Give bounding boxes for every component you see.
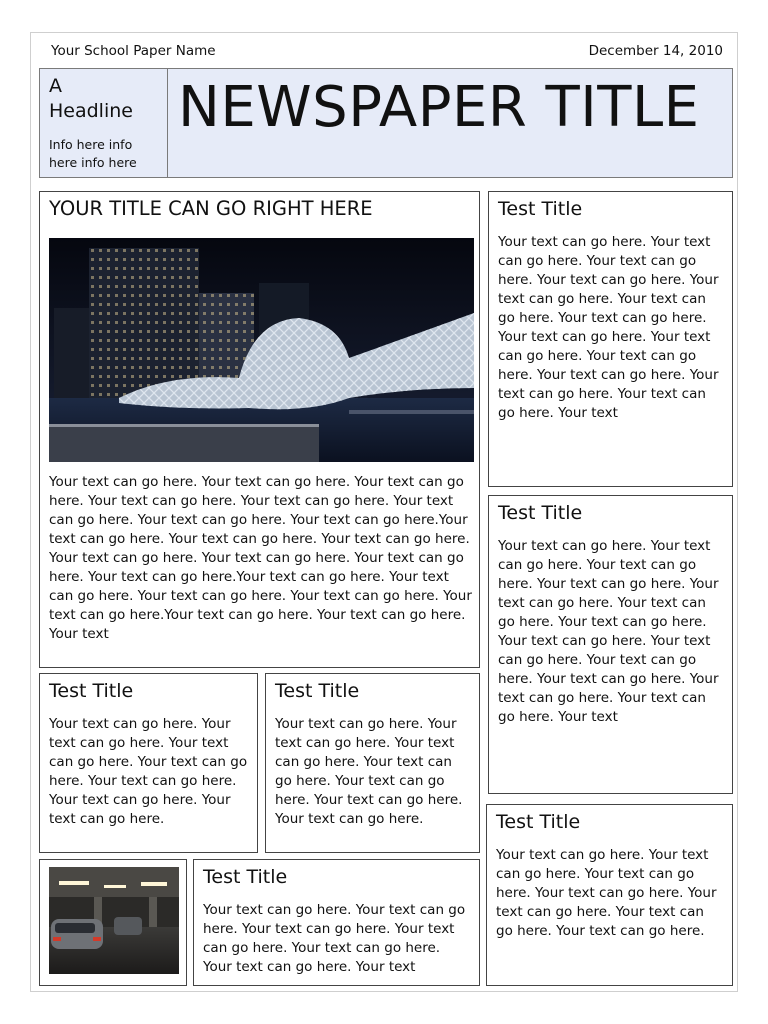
right-article-3 [486,804,733,986]
right-article-2 [488,495,733,794]
bottom-article-title: Test Title [203,866,288,888]
right-article-1 [488,191,733,487]
middle-article-2-text: Your text can go here. Your text can go here. Your text can go here. Your text can go here. Your text can go here. Your text can go here. Your text can go here. [275,716,463,827]
right-article-3-title: Test Title [496,811,581,833]
headline-line-1: A [49,75,62,97]
bridge-photo [49,238,474,462]
right-article-1-text: Your text can go here. Your text can go here. Your text can go here. Your text can go here. Your text can go here. Your text can go here. Your text can go here. Your text can go here. Your text can go here. Your text can go here. Your text can go here. Your text can go here. Your text can go here. Your text [498,234,719,421]
main-article [39,191,480,668]
bridge-photo-graphic [49,238,474,462]
right-article-2-text: Your text can go here. Your text can go here. Your text can go here. Your text can go here. Your text can go here. Your text can go here. Your text can go here. Your text can go here. Your text can go here. Your text can go here. Your text can go here. Your text can go here. Your text can go here. Your text [498,538,719,725]
headline-line-2: Headline [49,100,133,122]
issue-date: December 14, 2010 [588,43,723,59]
middle-article-1-title: Test Title [49,680,134,702]
school-paper-name: Your School Paper Name [51,43,216,59]
newspaper-page [30,32,738,992]
garage-photo-graphic [49,867,179,974]
garage-photo [49,867,179,974]
middle-article-1-text: Your text can go here. Your text can go here. Your text can go here. Your text can go here. Your text can go here. Your text can go here. Your text can go here. [49,716,248,827]
middle-article-2-title: Test Title [275,680,360,702]
right-article-2-title: Test Title [498,502,583,524]
right-article-1-title: Test Title [498,198,583,220]
middle-article-2 [265,673,480,853]
bottom-article-text: Your text can go here. Your text can go here. Your text can go here. Your text can go here. Your text can go here. Your text can go here. Your text [203,902,466,975]
headline-box [40,69,168,177]
main-article-title: YOUR TITLE CAN GO RIGHT HERE [49,197,373,220]
newspaper-title: NEWSPAPER TITLE [178,75,700,140]
masthead [39,68,733,178]
main-article-text: Your text can go here. Your text can go here. Your text can go here. Your text can go here. Your text can go here. Your text can go here. Your text can go here. Your text can go here.Your text can go here. Your text can go here. Your text can go here. Your text can go here. Your text can go here. Your text can go here. Your text can go here.Your text can go here. Your text can go here. Your text can go here. Your text can go here. Your text can go here.Your text can go here. Your text can go here. Your text [49,474,472,642]
middle-article-1 [39,673,258,853]
bottom-article [193,859,480,986]
garage-photo-box [39,859,187,986]
right-article-3-text: Your text can go here. Your text can go here. Your text can go here. Your text can go here. Your text can go here. Your text can go here. Your text can go here. [496,847,717,939]
headline-info: Info here info here info here [49,137,137,170]
